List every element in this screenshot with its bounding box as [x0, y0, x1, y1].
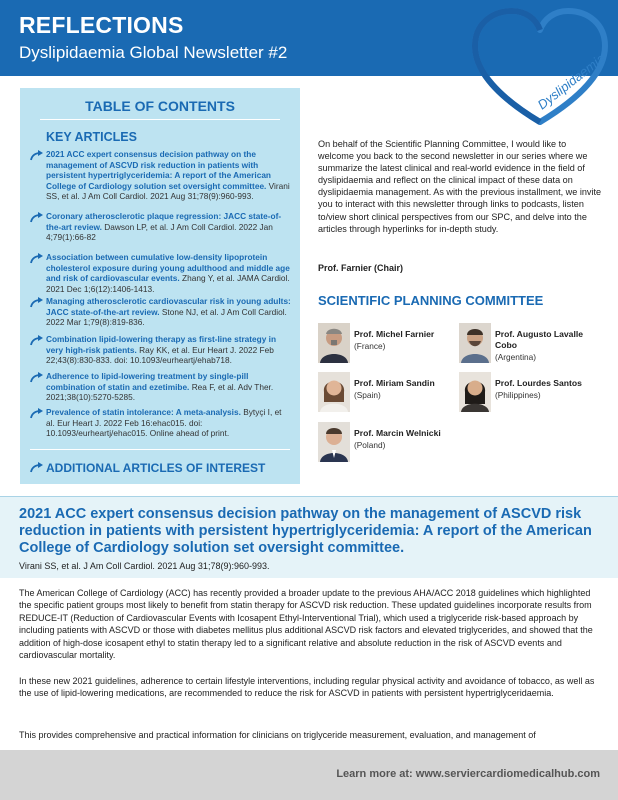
- toc-divider: [40, 119, 280, 120]
- toc-item-ref: Zhang Y, et al. JAMA Cardiol. 2021 Dec 1;6(12):1406-1413.: [46, 273, 290, 294]
- toc-item[interactable]: [30, 149, 292, 202]
- feature-paragraph: This provides comprehensive and practical information for clinicians on triglyceride measurement, evaluation, and management of: [19, 730, 536, 740]
- member-photo: [318, 372, 350, 412]
- toc-item-ref: Dawson LP, et al. J Am Coll Cardiol. 2022 Jan 4;79(1):66-82: [46, 221, 273, 243]
- curved-arrow-icon: [30, 211, 44, 223]
- member-country: (Philippines): [495, 390, 541, 400]
- curved-arrow-icon: [30, 407, 44, 419]
- curved-arrow-icon: [30, 334, 44, 346]
- table-of-contents: [20, 88, 300, 484]
- intro-signature: Prof. Farnier (Chair): [318, 263, 404, 273]
- toc-item-ref: Stone NJ, et al. J Am Coll Cardiol. 2022 Mar 1;79(8):819-836.: [46, 306, 287, 328]
- logo-text: Dyslipidaemia: [534, 50, 608, 113]
- feature-paragraph: In these new 2021 guidelines, adherence to certain lifestyle interventions, including regular physical activity and avoidance of tobacco, as well as the use of lipid-lowering medications, are recommended to reduce the risk for ASCVD in patients with persistent hypertriglyceridaemia.: [19, 676, 595, 699]
- curved-arrow-icon: [30, 461, 44, 473]
- feature-citation: Virani SS, et al. J Am Coll Cardiol. 2021 Aug 31;78(9):960-993.: [19, 561, 270, 571]
- toc-item-link[interactable]: Managing atherosclerotic cardiovascular risk in young adults: JACC state-of-the-art review.: [46, 296, 291, 317]
- key-articles-heading: KEY ARTICLES: [46, 130, 137, 144]
- intro-text: On behalf of the Scientific Planning Committee, I would like to welcome you back to the second newsletter in our series where we summarize the latest clinical and real-world evidence in the field of dyslipidaemia and reflect on the clinical impact of these data on dyslipidaemia management. As with the previous installment, we invite you to interact with this newsletter through links to podcasts, listen to/view short clinical perspectives from our SPC, and delve into the articles through hyperlinks for in-depth study.: [318, 139, 602, 234]
- committee-heading: SCIENTIFIC PLANNING COMMITTEE: [318, 293, 544, 308]
- member-country: (Spain): [354, 390, 381, 400]
- member-name: Prof. Lourdes Santos: [495, 378, 582, 388]
- toc-item-ref: Ray KK, et al. Eur Heart J. 2022 Feb 22;43(8):830-833. doi: 10.1093/eurheartj/ehab718.: [46, 344, 274, 366]
- newsletter-subtitle: Dyslipidaemia Global Newsletter #2: [19, 43, 288, 62]
- member-country: (France): [354, 341, 386, 351]
- toc-item-link[interactable]: Adherence to lipid-lowering treatment by single-pill combination of statin and ezetimibe.: [46, 371, 249, 392]
- toc-title: TABLE OF CONTENTS: [85, 98, 235, 114]
- toc-item-link[interactable]: Coronary atherosclerotic plaque regression: JACC state-of-the-art review.: [46, 211, 282, 232]
- toc-item[interactable]: [30, 371, 292, 403]
- toc-item-link[interactable]: 2021 ACC expert consensus decision pathway on the management of ASCVD risk reduction in patients with persistent hypertriglyceridemia: A report of the American College of Cardiology solution set oversight committee.: [46, 149, 271, 191]
- curved-arrow-icon: [30, 252, 44, 264]
- additional-articles-link[interactable]: ADDITIONAL ARTICLES OF INTEREST: [46, 461, 266, 475]
- member-name: Prof. Augusto Lavalle Cobo: [495, 329, 584, 350]
- member-name: Prof. Miriam Sandin: [354, 378, 435, 388]
- toc-item-ref: Virani SS, et al. J Am Coll Cardiol. 2021 Aug 31;78(9):960-993.: [46, 180, 290, 202]
- toc-item[interactable]: [30, 296, 292, 328]
- toc-item[interactable]: [30, 252, 292, 294]
- footer-bar: [0, 750, 618, 800]
- member-name: Prof. Marcin Welnicki: [354, 428, 441, 438]
- curved-arrow-icon: [30, 149, 44, 161]
- newsletter-title: REFLECTIONS: [19, 12, 184, 38]
- toc-item-ref: Rea F, et al. Adv Ther. 2021;38(10):5270-5285.: [46, 381, 274, 403]
- member-photo: [459, 372, 491, 412]
- curved-arrow-icon: [30, 296, 44, 308]
- toc-item-link[interactable]: Prevalence of statin intolerance: A meta-analysis.: [46, 407, 241, 417]
- learn-more-link[interactable]: Learn more at: www.serviercardiomedicalhub.com: [336, 768, 600, 780]
- feature-title[interactable]: 2021 ACC expert consensus decision pathway on the management of ASCVD risk reduction in patients with persistent hypertriglyceridemia: A report of the American College of Cardiology solution set oversight committee.: [19, 506, 592, 556]
- curved-arrow-icon: [30, 371, 44, 383]
- toc-divider: [30, 449, 290, 450]
- member-name: Prof. Michel Farnier: [354, 329, 435, 339]
- toc-item[interactable]: [30, 407, 292, 439]
- member-photo: [459, 323, 491, 363]
- toc-item[interactable]: [30, 334, 292, 366]
- feature-divider: [0, 496, 618, 497]
- dyslipidaemia-heart-logo: [470, 6, 615, 126]
- member-country: (Poland): [354, 440, 386, 450]
- toc-item[interactable]: [30, 211, 292, 243]
- toc-item-link[interactable]: Combination lipid-lowering therapy as first-line strategy in very high-risk patients.: [46, 334, 277, 355]
- member-country: (Argentina): [495, 352, 537, 362]
- feature-paragraph: The American College of Cardiology (ACC) has recently provided a broader update to the previous AHA/ACC 2018 guidelines which highlighted the specific patient groups most likely to benefit from statin therapy for ASCVD risk reduction. These updated guidelines incorporate results from REDUCE-IT (Reduction of Cardiovascular Events with Icosapent Ethyl-Interventional Trial), which used a triglyceride risk-based approach by including patients with ASCVD or those with diabetes mellitus plus additional ASCVD risk factors and elevated triglycerides, and showed that the addition of high-dose icosapent ethyl to statin therapy led to a significant relative and absolute reduction in the risk of ASCVD events and cardiovascular mortality.: [19, 588, 593, 661]
- member-photo: [318, 422, 350, 462]
- member-photo: [318, 323, 350, 363]
- toc-item-link[interactable]: Association between cumulative low-density lipoprotein cholesterol exposure during young adulthood and middle age and risk of cardiovascular events.: [46, 252, 290, 284]
- toc-item-ref: Bytyçi I, et al. Eur Heart J. 2022 Feb 16:ehac015. doi: 10.1093/eurheartj/ehac015. Online ahead of print.: [46, 407, 282, 439]
